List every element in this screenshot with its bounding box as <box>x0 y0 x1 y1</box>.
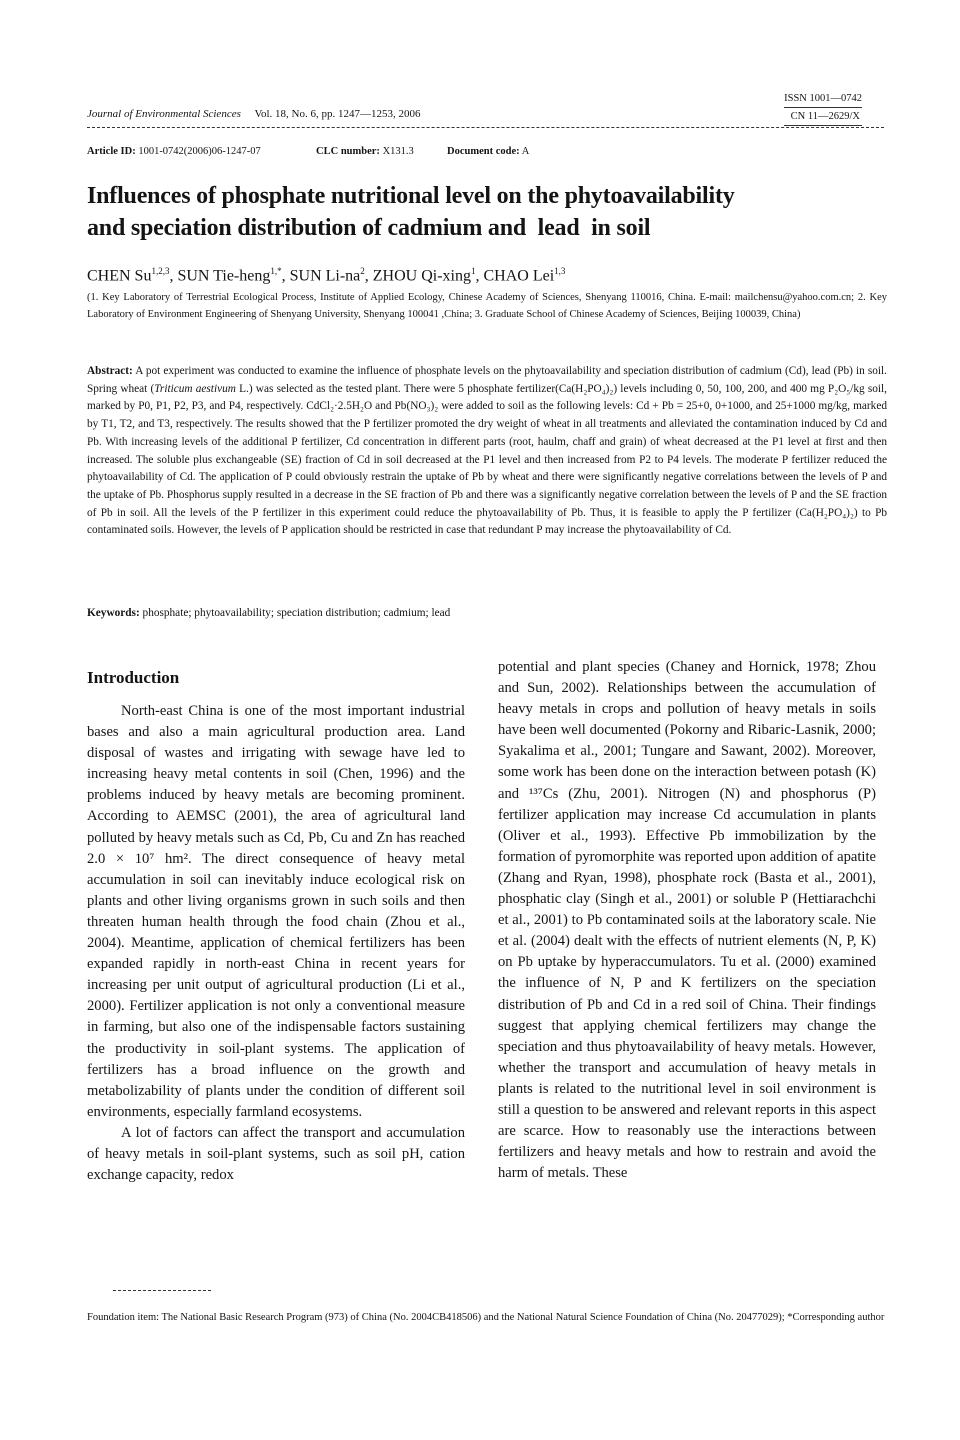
journal-name: Journal of Environmental Sciences <box>87 108 241 120</box>
introduction-heading: Introduction <box>87 668 180 687</box>
clc-number: X131.3 <box>382 146 414 157</box>
clc-label: CLC number: <box>316 146 380 157</box>
author-name: ZHOU Qi-xing <box>372 267 471 285</box>
author-name: CHEN Su <box>87 267 152 285</box>
title-line-2: and speciation distribution of cadmium and lead in soil <box>87 215 651 241</box>
author-list: CHEN Su$^{1,2,3}$, SUN Tie-heng$^{1,*}$, SUN $Li-na^2$, ZHOU Qi-xing$^1$, CHAO Lei$^{1,3}$ <box>87 266 566 285</box>
species-name: Triticum aestivum <box>154 382 236 395</box>
author-name: SUN Tie-heng <box>177 267 271 285</box>
author-name: SUN Li-na <box>289 267 361 285</box>
cn-number: CN 11—2629/X <box>784 107 862 126</box>
keywords <box>87 607 887 619</box>
article-meta <box>87 146 529 157</box>
doc-code: A <box>521 146 530 157</box>
title-line-1: Influences of phosphate nutritional level on the phytoavailability <box>87 183 735 209</box>
abstract-label: Abstract: <box>87 365 133 377</box>
abstract-text-1: A pot experiment was conducted to examine the influence of phosphate levels on the phytoavailability and speciation distribution of cadmium (Cd), lead (Pb) in soil. Spring wheat ( <box>87 365 887 395</box>
keywords-label: Keywords: <box>87 607 140 619</box>
keywords-text: phosphate; phytoavailability; speciation distribution; cadmium; lead <box>139 607 451 619</box>
issn-block <box>784 90 862 126</box>
journal-header <box>87 108 420 120</box>
header-rule <box>87 127 884 128</box>
abstract <box>87 363 887 540</box>
author-affiliation-marker: 1 <box>470 266 476 276</box>
footnote-rule <box>113 1290 211 1291</box>
left-paragraph-1: North-east China is one of the most important industrial bases and also a main agricultural production area. Land disposal of wastes and irrigating with sewage have led to increasing heavy metal contents in soil (Chen, 1996) and the problems induced by heavy metals are becoming prominent. According to AEMSC (2001), the area of agricultural land polluted by heavy metals such as Cd, Pb, Cu and Zn has reached 2.0 × 10⁷ hm². The direct consequence of heavy metal accumulation in soil can inevitably induce ecological risk on plants and other living organisms grown in such soils and then threaten human health through the food chain (Zhou et al., 2004). Meantime, application of chemical fertilizers has been expanded rapidly in north-east China in recent years for increasing per unit output of agricultural production (Li et al., 2000). Fertilizer application is not only a conventional measure in farming, but also one of the indispensable factors sustaining the productivity in soil-plant systems. The application of fertilizers has a broad influence on the growth and metabolizability of plants under the condition of different soil environments, especially farmland ecosystems. <box>87 703 465 1120</box>
journal-volume-info: Vol. 18, No. 6, pp. 1247—1253, 2006 <box>254 108 421 120</box>
paper-title <box>87 180 887 244</box>
doc-code-label: Document code: <box>447 146 520 157</box>
author-affiliation-marker: 1,* <box>270 266 282 276</box>
footnote: Foundation item: The National Basic Research Program (973) of China (No. 2004CB418506) and the National Natural Science Foundation of China (No. 20477029); *Corresponding author <box>87 1312 885 1323</box>
issn-number: ISSN 1001—0742 <box>784 93 862 104</box>
author-affiliation-marker: 1,2,3 <box>151 266 170 276</box>
author-affiliation-marker: 2 <box>360 266 365 276</box>
article-id: 1001-0742(2006)06-1247-07 <box>138 146 261 157</box>
author-name: CHAO Lei <box>483 267 555 285</box>
left-column <box>87 667 465 1186</box>
affiliations: (1. Key Laboratory of Terrestrial Ecological Process, Institute of Applied Ecology, Chinese Academy of Sciences, Shenyang 110016, China. E-mail: mailchensu@yahoo.com.cn; 2. Key Laboratory of Environment Engineering of Shenyang University, Shenyang 100041 ,China; 3. Graduate School of Chinese Academy of Sciences, Beijing 100039, China) <box>87 292 887 320</box>
right-column <box>498 657 876 1184</box>
author-affiliation-marker: 1,3 <box>554 266 566 276</box>
right-paragraph-1: potential and plant species (Chaney and Hornick, 1978; Zhou and Sun, 2002). Relationships between the accumulation of heavy metals in crops and pollution of heavy metals in soils have been well documented (Pokorny and Ribaric-Lasnik, 2000; Syakalima et al., 2001; Tungare and Sawant, 2002). Moreover, some work has been done on the interaction between potash (K) and ¹³⁷Cs (Zhu, 2001). Nitrogen (N) and phosphorus (P) fertilizer application may increase Cd accumulation in plants (Oliver et al., 1993). Effective Pb immobilization by the formation of pyromorphite was reported upon addition of apatite (Zhang and Ryan, 1998), phosphate rock (Basta et al., 2001), phosphatic clay (Singh et al., 2001) or soluble P (Hettiarachchi et al., 2001) to Pb contaminated soils at the laboratory scale. Nie et al. (2004) dealt with the effects of nutrient elements (N, P, K) on Pb uptake by hyperaccumulators. Tu et al. (2000) examined the influence of N, P and K fertilizers on the speciation distribution of Pb and Cd in a red soil of China. Their findings suggest that applying chemical fertilizers may change the speciation and thus phytoavailability of heavy metals. However, whether the transport and accumulation of heavy metals in plants is related to the nutritional level in soil environment is still a question to be answered and relevant reports in this aspect are scarce. How to reasonably use the interactions between fertilizers and heavy metals and how to restrain and avoid the harm of metals. These <box>498 659 876 1182</box>
left-paragraph-2: A lot of factors can affect the transport and accumulation of heavy metals in soil-plant systems, such as soil pH, cation exchange capacity, redox <box>87 1124 465 1184</box>
article-id-label: Article ID: <box>87 146 136 157</box>
abstract-text-2: L.) was selected as the tested plant. There were 5 phosphate fertilizer(Ca(H₂PO₄)₂) levels including 0, 50, 100, 200, and 400 mg P₂O₅/kg soil, marked by P0, P1, P2, P3, and P4, respectively. CdCl₂·2.5H₂O and Pb(NO₃)₂ were added to soil as the following levels: Cd + Pb = 25+0, 0+1000, and 25+1000 mg/kg, marked by T1, T2, and T3, respectively. The results showed that the P fertilizer promoted the dry weight of wheat in all treatments and alleviated the contamination induced by Cd and Pb. With increasing levels of the additional P fertilizer, Cd concentration in different parts (root, haulm, chaff and grain) of wheat decreased at the P1 level at first and then increased. The soluble plus exchangeable (SE) fraction of Cd in soil decreased at the P1 level and then increased from P2 to P4 levels. The moderate P fertilizer reduced the phytoavailability of Cd. The application of P could obviously restrain the uptake of Pb by wheat and there were significantly negative correlations between the levels of P and the uptake of Pb. Phosphorus supply resulted in a decrease in the SE fraction of Pb and there was a significantly negative correlation between the levels of P and the SE fraction of Pb in soil. All the levels of the P fertilizer in this experiment could reduce the phytoavailability of Pb. Thus, it is feasible to apply the P fertilizer (Ca(H₂PO₄)₂) to Pb contaminated soils. However, the levels of P application should be restricted in case that redundant P may increase the phytoavailability of Cd. <box>87 382 888 537</box>
